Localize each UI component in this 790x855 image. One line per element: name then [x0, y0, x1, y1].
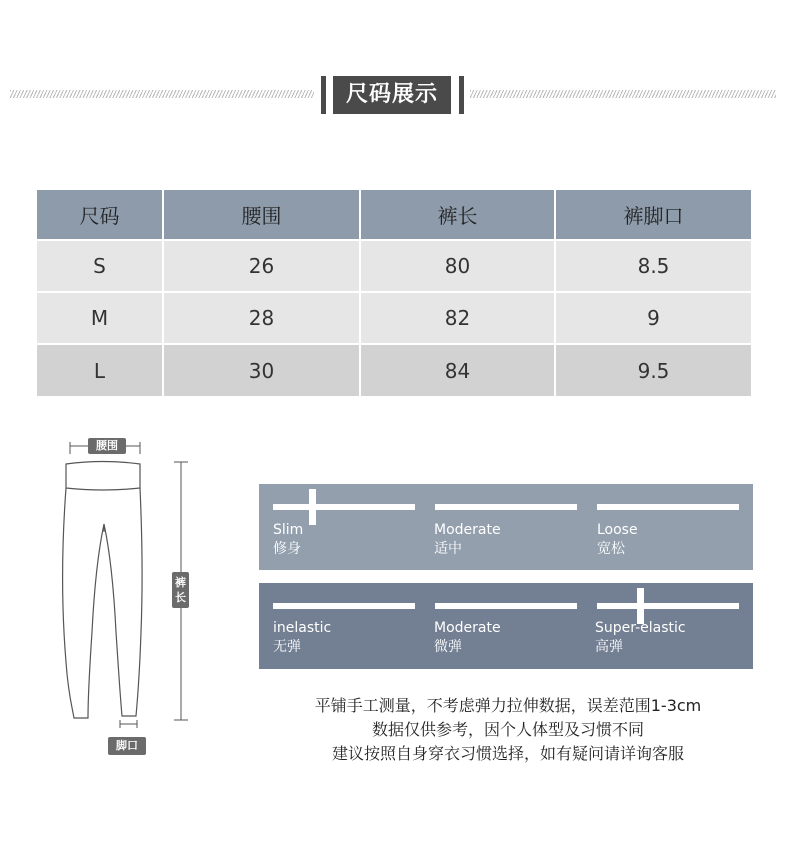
decorative-hatch-right	[470, 90, 776, 98]
table-cell-waist: 28	[163, 292, 360, 344]
table-cell-hem: 8.5	[555, 240, 751, 292]
elastic-option-en: Super-elastic	[595, 620, 686, 636]
section-title: 尺码展示	[333, 76, 451, 114]
elastic-option-super-elastic	[595, 619, 686, 657]
title-bar-left	[321, 76, 326, 114]
table-cell-waist: 26	[163, 240, 360, 292]
measurement-notes	[258, 694, 758, 766]
note-line: 平铺手工测量，不考虑弹力拉伸数据，误差范围1-3cm	[314, 696, 702, 715]
elastic-scale-panel	[259, 583, 753, 669]
note-line: 建议按照自身穿衣习惯选择，如有疑问请详询客服	[331, 744, 684, 763]
table-cell-length: 80	[360, 240, 555, 292]
decorative-hatch-left	[10, 90, 314, 98]
header-length: 裤长	[360, 190, 555, 240]
hem-label: 脚口	[108, 737, 146, 755]
header-waist: 腰围	[163, 190, 360, 240]
fit-option-en: Slim	[273, 522, 304, 538]
fit-option-cn: 适中	[434, 541, 462, 557]
elastic-option-inelastic	[273, 619, 331, 657]
table-row	[37, 240, 751, 292]
elastic-option-cn: 无弹	[273, 639, 301, 655]
length-label: 裤长	[172, 572, 189, 608]
elastic-scale-segment	[435, 603, 577, 609]
elastic-option-en: inelastic	[273, 620, 332, 636]
fit-option-moderate	[434, 521, 501, 559]
leggings-diagram	[50, 432, 200, 762]
fit-scale-panel	[259, 484, 753, 570]
table-row	[37, 344, 751, 396]
note-line: 数据仅供参考，因个人体型及习惯不同	[371, 720, 644, 739]
fit-scale-marker	[309, 489, 316, 525]
table-cell-hem: 9.5	[555, 344, 751, 396]
elastic-option-cn: 高弹	[595, 639, 623, 655]
fit-option-cn: 宽松	[597, 541, 625, 557]
elastic-scale-segment	[597, 603, 739, 609]
elastic-option-en: Moderate	[434, 620, 501, 636]
table-cell-waist: 30	[163, 344, 360, 396]
fit-scale-segment	[435, 504, 577, 510]
section-title-row	[0, 76, 790, 114]
fit-option-slim	[273, 521, 303, 559]
elastic-scale-segment	[273, 603, 415, 609]
title-bar-right	[459, 76, 464, 114]
fit-scale-segment	[273, 504, 415, 510]
elastic-option-cn: 微弹	[434, 639, 462, 655]
table-cell-size: M	[37, 292, 163, 344]
waist-label: 腰围	[88, 438, 126, 454]
fit-option-loose	[597, 521, 638, 559]
table-row	[37, 292, 751, 344]
size-table	[37, 190, 751, 396]
table-cell-hem: 9	[555, 292, 751, 344]
fit-option-cn: 修身	[273, 541, 301, 557]
fit-option-en: Moderate	[434, 522, 501, 538]
elastic-option-moderate	[434, 619, 501, 657]
header-size: 尺码	[37, 190, 163, 240]
header-hem: 裤脚口	[555, 190, 751, 240]
table-cell-size: S	[37, 240, 163, 292]
table-cell-size: L	[37, 344, 163, 396]
size-table-header	[37, 190, 751, 240]
fit-option-en: Loose	[597, 522, 638, 538]
table-cell-length: 84	[360, 344, 555, 396]
fit-scale-segment	[597, 504, 739, 510]
table-cell-length: 82	[360, 292, 555, 344]
